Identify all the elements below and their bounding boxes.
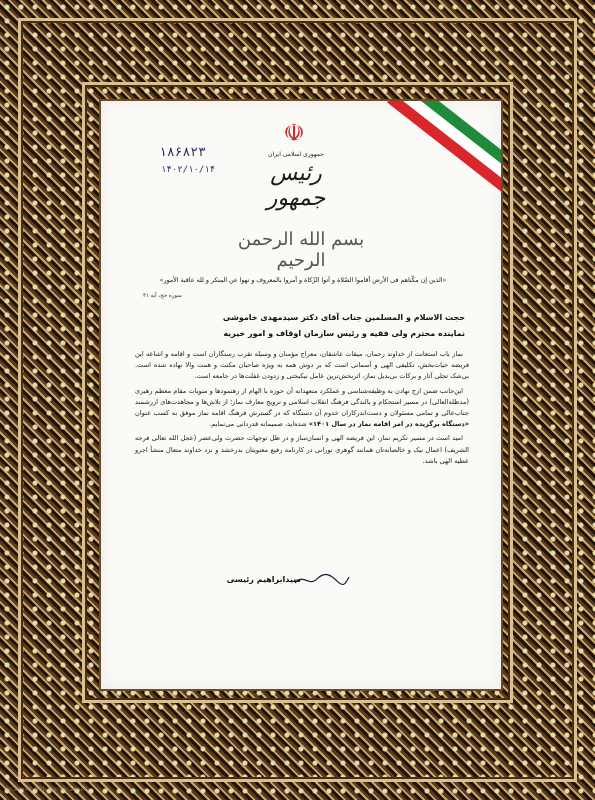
letter-body [135,349,469,470]
paragraph-3: امید است در مسیر تکریم نماز، این فریضه الهی و انسان‌ساز و در ظل توجهات حضرت ولی‌عصر (عجل الله تعالی فرجه الشریف) اعمال نیک و خالصانه‌تان همانند گوهری نورانی در کارنامه رفیع معنویتان بدرخشد و نزد خداوند متعال منشأ اجرو عطیه الهی باشد. [135,434,469,465]
paragraph-2 [135,386,469,431]
iran-emblem-icon: ☫ [283,119,305,147]
basmala: بسم الله الرحمن الرحیم [237,229,365,271]
addressee-name: حجت الاسلام و المسلمین جناب آقای دکتر سیدمهدی خاموشی [222,313,465,322]
letter-paper [101,101,501,689]
paragraph-1: نماز باب استعانت از خداوند رحمان، میقات عاشقان، معراج مؤمنان و وسیله تقرب رستگاران است و اقامه و اشاعه این فریضه حیات‌بخش، تکلیفی الهی و آسمانی است که بر دوش همه به ویژه صاحبان مکنت و همت والا نهاده شده است. بی‌شک تجلی آثار و برکات بی‌بدیل نماز، اثربخش‌ترین عامل نیکبختی و زدودن غفلت‌ها در جامعه است. [135,350,469,381]
award-title: «دستگاه برگزیده در امر اقامه نماز در سال ۱۴۰۱» [308,420,469,429]
document-number: ۱۸۶۸۲۳ [159,145,206,160]
quran-verse: «الذین إن مکّناهم فی الأرض أقاموا الصّلاة و آتوا الزّکاة و أمروا بالمعروف و نهوا عن المنکر و لله عاقبة الأمور» [159,277,447,284]
office-title: رئیس جمهور [266,161,326,211]
verse-reference: سوره حج، آیه ۴۱ [143,293,182,299]
scanner-watermark: Scanned with CamScanner [6,786,87,793]
republic-name: جمهوری اسلامی ایران [268,151,324,158]
iran-flag-ribbon [386,101,501,196]
document-date: ۱۴۰۲/۱۰/۱۴ [161,165,216,175]
paragraph-2-text: این‌جانب ضمن ارج نهادن به وظیفه‌شناسی و عملکرد متعهدانه آن حوزه با الهام از رهنمودها و منویات مقام معظم رهبری (مدظله‌العالی) در مسیر استحکام و بالندگی فرهنگ انقلاب اسلامی و ترویج معارف نماز؛ از تلاش‌ها و مجاهدت‌های ارزشمند جناب‌عالی و تمامی مسئولان و دست‌اندرکاران خدوم آن دستگاه که در گسترش فرهنگ اقامه نماز موفق به کسب عنوان [135,386,469,418]
signatory-name: سیدابراهیم رئیسی [226,575,301,584]
paragraph-2-end: شده‌اید، صمیمانه قدردانی می‌نمایم. [209,420,307,429]
addressee-title: نماینده محترم ولی فقیه و رئیس سازمان اوقاف و امور خیریه [223,329,465,338]
